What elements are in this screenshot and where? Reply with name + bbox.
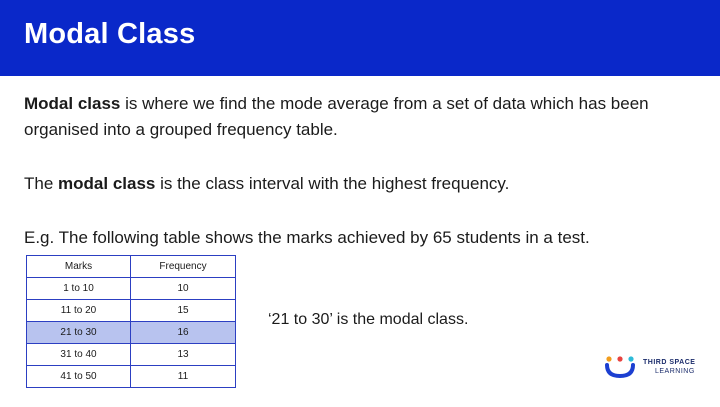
marks-cell: 21 to 30 (27, 322, 131, 344)
table-row (27, 278, 236, 300)
table-row (27, 366, 236, 388)
frequency-cell: 15 (131, 300, 236, 322)
column-header-marks: Marks (27, 256, 131, 278)
definition-pre: The (24, 174, 59, 193)
intro-paragraph (24, 91, 684, 144)
marks-cell: 31 to 40 (27, 344, 131, 366)
table-header-row (27, 256, 236, 278)
example-text: E.g. The following table shows the marks achieved by 65 students in a test. (24, 228, 590, 247)
frequency-cell: 13 (131, 344, 236, 366)
frequency-cell: 16 (131, 322, 236, 344)
intro-text: is where we find the mode average from a set of data which has been organised into a grouped frequency table. (24, 94, 649, 140)
page-title: Modal Class (24, 18, 196, 50)
modal-class-answer: ‘21 to 30’ is the modal class. (268, 311, 469, 328)
logo-text-line1: THIRD SPACE (643, 359, 696, 366)
definition-paragraph (24, 171, 509, 197)
frequency-cell: 11 (131, 366, 236, 388)
marks-cell: 1 to 10 (27, 278, 131, 300)
marks-cell: 41 to 50 (27, 366, 131, 388)
table-row-highlighted (27, 322, 236, 344)
logo-icon (605, 356, 637, 378)
frequency-cell: 10 (131, 278, 236, 300)
frequency-table (26, 255, 236, 388)
marks-cell: 11 to 20 (27, 300, 131, 322)
logo-text-line2: LEARNING (655, 368, 695, 375)
intro-term: Modal class (24, 94, 121, 113)
column-header-frequency: Frequency (131, 256, 236, 278)
definition-term: modal class (58, 174, 156, 193)
third-space-learning-logo (605, 356, 701, 380)
table-row (27, 344, 236, 366)
definition-post: is the class interval with the highest frequency. (155, 174, 510, 193)
table-row (27, 300, 236, 322)
header-bar (0, 0, 720, 76)
